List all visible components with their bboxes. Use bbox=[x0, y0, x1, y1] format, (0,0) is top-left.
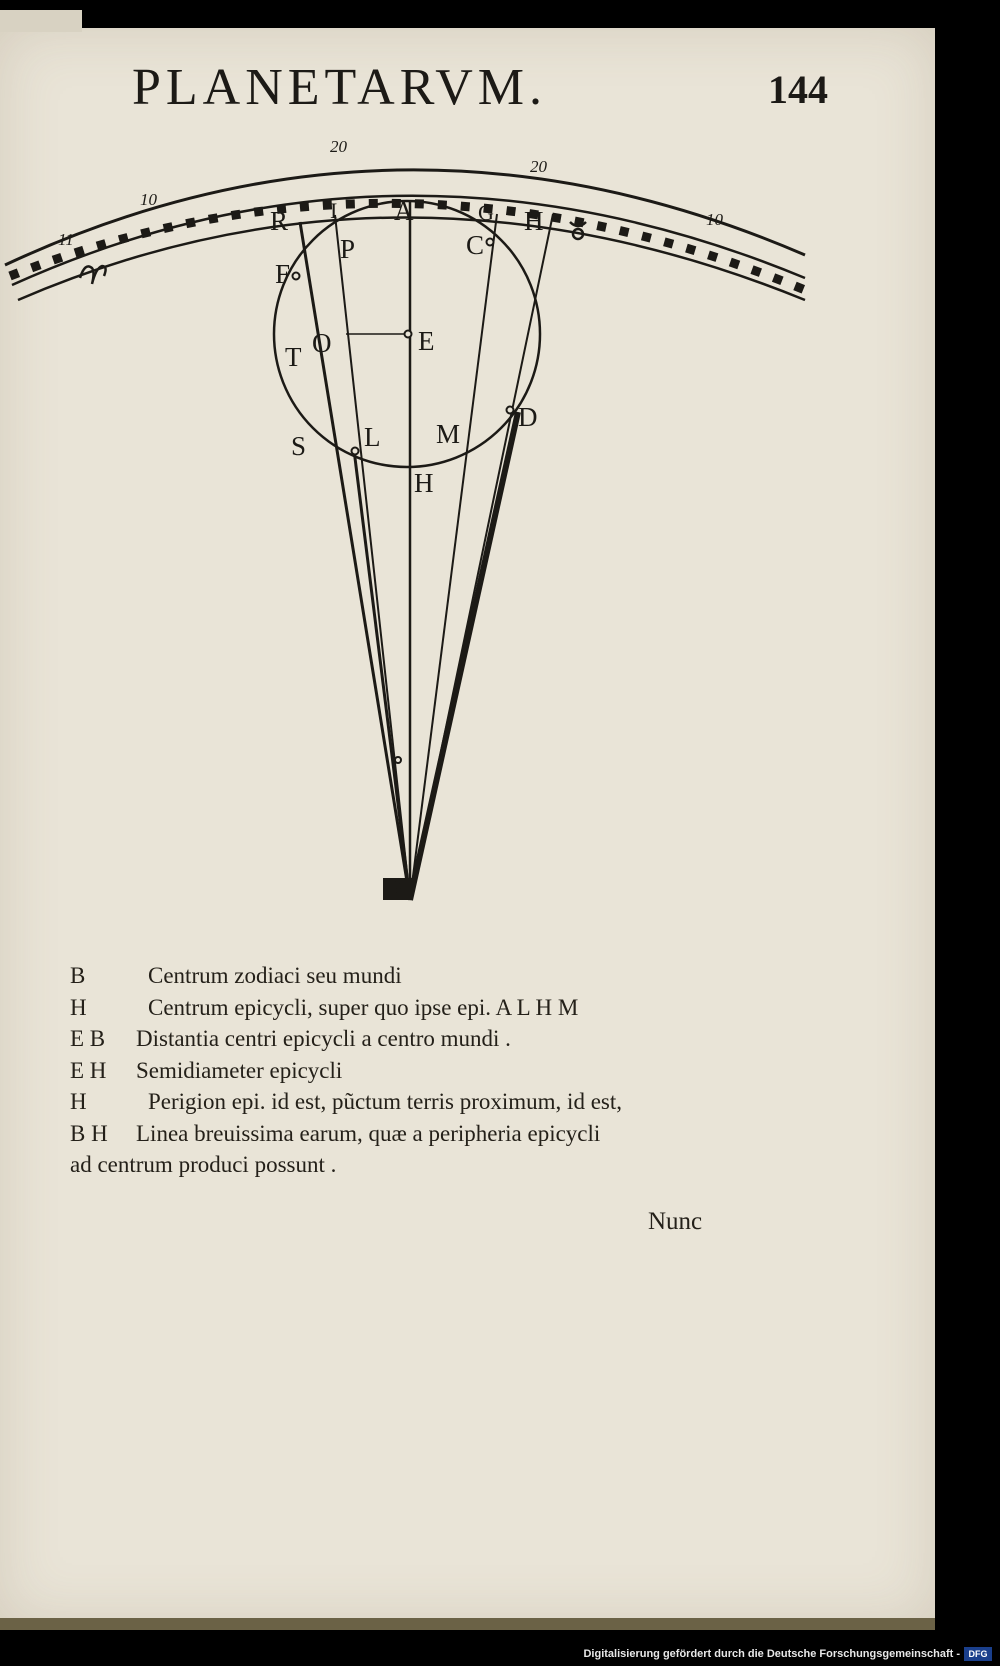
legend-row bbox=[70, 1086, 770, 1118]
legend-key: H bbox=[70, 994, 87, 1020]
page-number: 144 bbox=[768, 67, 828, 112]
label-f: F bbox=[275, 259, 291, 289]
legend-key: E H bbox=[70, 1057, 107, 1083]
zodiac-band bbox=[5, 170, 805, 300]
label-c: C bbox=[466, 230, 485, 260]
legend-text: Centrum zodiaci seu mundi bbox=[148, 963, 402, 988]
legend-text: Semidiameter epicycli bbox=[136, 1057, 343, 1083]
legend-text: Centrum epicycli, super quo ipse epi. A L H M bbox=[148, 994, 579, 1020]
scale-number: 10 bbox=[706, 210, 723, 229]
catchword: Nunc bbox=[648, 1208, 703, 1235]
legend-text: ad centrum produci possunt . bbox=[70, 1152, 337, 1177]
sight-lines bbox=[300, 200, 553, 900]
label-m: M bbox=[436, 419, 461, 449]
legend-text: Distantia centri epicycli a centro mundi . bbox=[136, 1026, 511, 1051]
running-title: PLANETARVM. bbox=[132, 59, 548, 116]
digitization-credit: Digitalisierung gefördert durch die Deutsche Forschungsgemeinschaft - bbox=[583, 1648, 960, 1660]
point-labels bbox=[270, 196, 544, 902]
legend-key: B H bbox=[70, 1120, 108, 1146]
legend-row bbox=[70, 1023, 770, 1055]
diagram-legend bbox=[70, 960, 770, 1181]
label-a: A bbox=[394, 196, 414, 226]
page-edge-bottom bbox=[0, 1618, 935, 1630]
label-h-bottom: H bbox=[414, 468, 434, 498]
point-markers bbox=[293, 239, 514, 764]
label-d: D bbox=[518, 402, 538, 432]
label-i: I bbox=[330, 198, 338, 223]
label-h-top: H bbox=[524, 206, 544, 236]
legend-text: Linea breuissima earum, quæ a peripheria epicycli bbox=[136, 1120, 601, 1146]
legend-row bbox=[70, 1118, 770, 1150]
label-g: G bbox=[478, 200, 494, 225]
scale-number: 10 bbox=[140, 190, 157, 209]
label-e: E bbox=[418, 326, 435, 356]
scale-number: 11 bbox=[58, 230, 74, 249]
label-p: P bbox=[340, 234, 356, 264]
label-l: L bbox=[364, 422, 381, 452]
legend-key: E B bbox=[70, 1026, 106, 1051]
legend-key: B bbox=[70, 963, 86, 988]
label-b: B bbox=[384, 872, 403, 902]
scale-number: 20 bbox=[330, 137, 347, 156]
legend-text: Perigion epi. id est, pũctum terris proximum, id est, bbox=[148, 1089, 622, 1114]
legend-row bbox=[70, 960, 770, 992]
label-o: O bbox=[312, 328, 332, 358]
label-r: R bbox=[270, 206, 289, 236]
dfg-logo: DFG bbox=[964, 1647, 992, 1661]
scale-number: 20 bbox=[530, 157, 547, 176]
label-s: S bbox=[291, 431, 307, 461]
legend-key: H bbox=[70, 1089, 87, 1114]
legend-row bbox=[70, 1149, 770, 1181]
label-t: T bbox=[285, 342, 302, 372]
legend-row bbox=[70, 992, 770, 1024]
legend-row bbox=[70, 1055, 770, 1087]
